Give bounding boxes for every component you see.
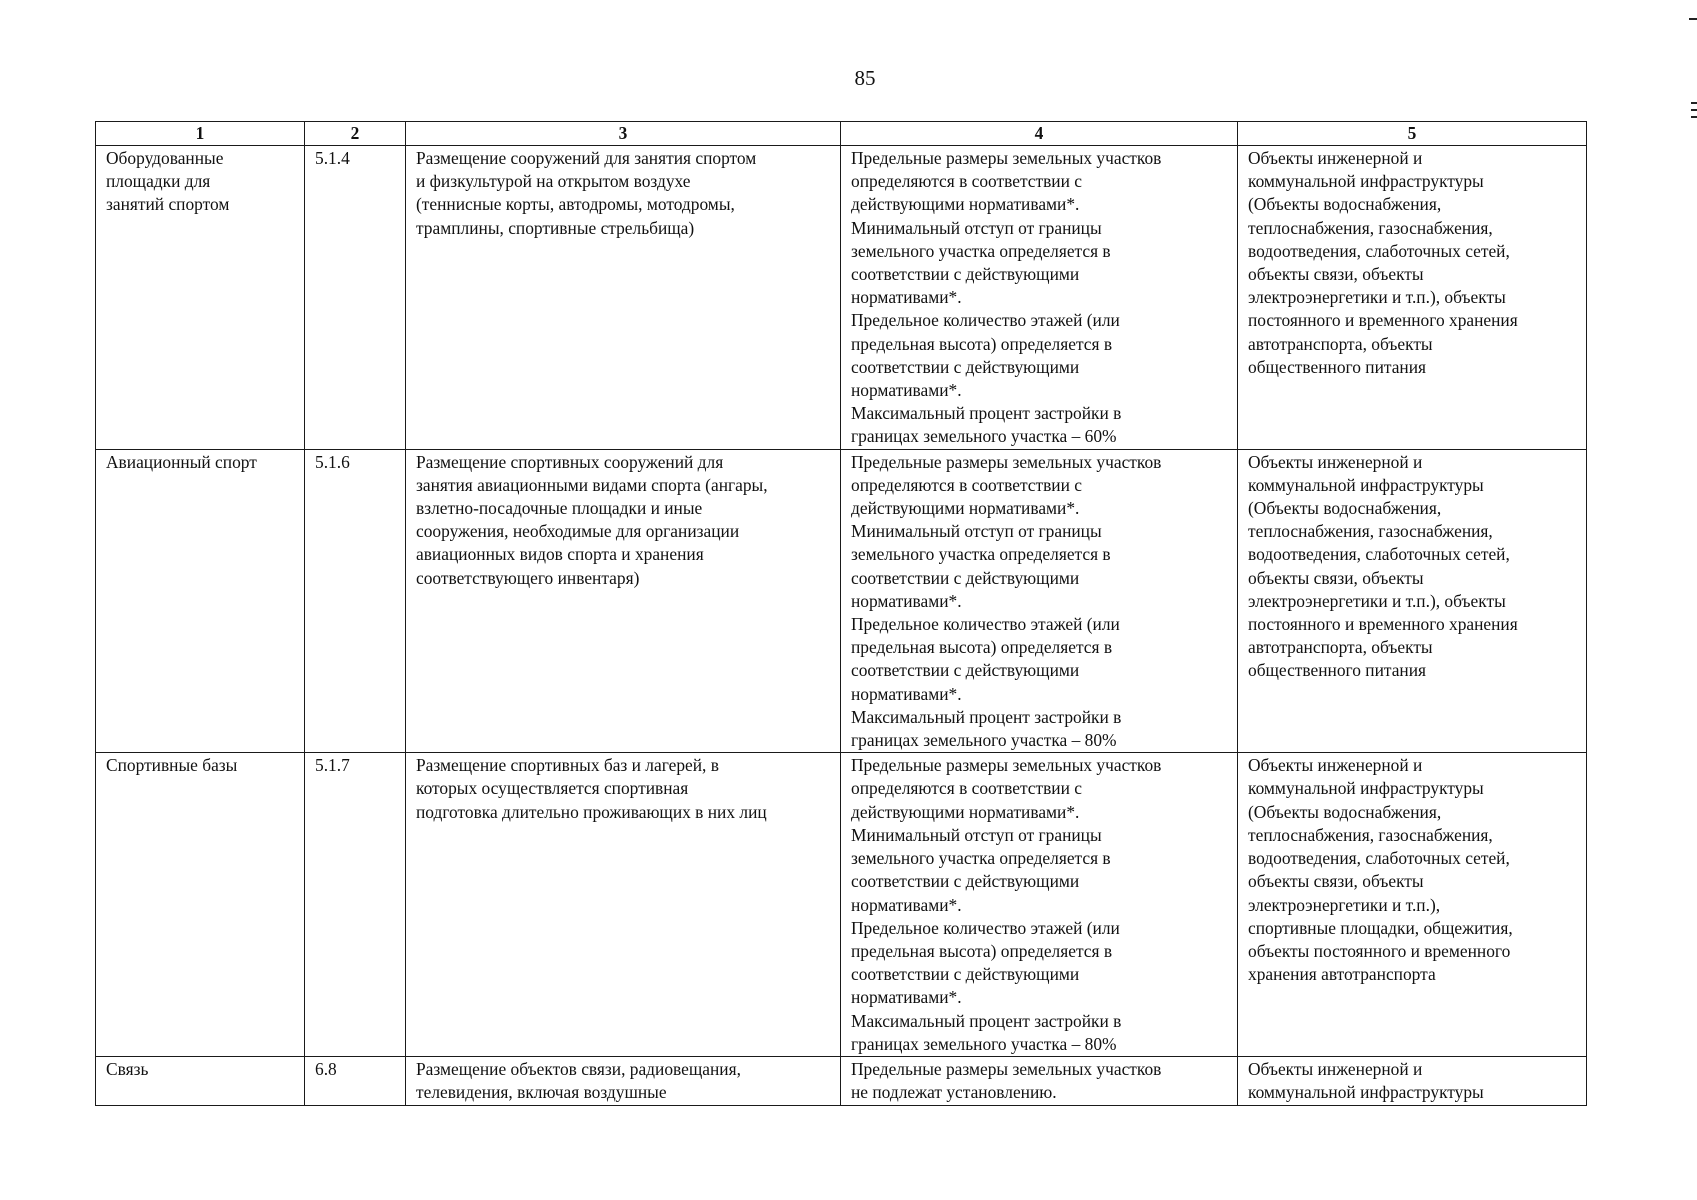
auxiliary-uses <box>1238 449 1587 753</box>
column-header-3: 3 <box>406 122 841 146</box>
cell-text: 5.1.6 <box>315 451 350 472</box>
cell-text: Предельные размеры земельных участков не подлежат установлению. <box>851 1058 1162 1103</box>
column-header-1: 1 <box>96 122 305 146</box>
construction-parameters <box>841 146 1238 450</box>
cell-text: Размещение спортивных баз и лагерей, в которых осуществляется спортивная подготовка длительно проживающих в них лиц <box>416 755 767 822</box>
use-description <box>406 753 841 1057</box>
auxiliary-uses <box>1238 146 1587 450</box>
cell-text: 6.8 <box>315 1058 337 1079</box>
classifier-code <box>305 1056 406 1105</box>
classifier-code <box>305 449 406 753</box>
cell-text: Размещение объектов связи, радиовещания, телевидения, включая воздушные <box>416 1058 741 1103</box>
cell-text: Объекты инженерной и коммунальной инфраструктуры (Объекты водоснабжения, теплоснабжения, газоснабжения, водоотведения, слаботочных сетей, объекты связи, объекты электроэнергетики и т.п.), объекты постоянного и временного хранения автотранспорта, объекты общественного питания <box>1248 451 1518 681</box>
cell-text: Объекты инженерной и коммунальной инфраструктуры (Объекты водоснабжения, теплоснабжения, газоснабжения, водоотведения, слаботочных сетей, объекты связи, объекты электроэнергетики и т.п.), объекты постоянного и временного хранения автотранспорта, объекты общественного питания <box>1248 148 1518 377</box>
use-type-name <box>96 449 305 753</box>
column-header-2: 2 <box>305 122 406 146</box>
cell-text: Объекты инженерной и коммунальной инфраструктуры <box>1248 1058 1484 1103</box>
page-number: 85 <box>854 66 876 90</box>
classifier-code <box>305 146 406 450</box>
table-row <box>96 449 1587 753</box>
construction-parameters <box>841 449 1238 753</box>
table-row <box>96 1056 1587 1105</box>
auxiliary-uses <box>1238 1056 1587 1105</box>
cell-text: 5.1.7 <box>315 755 350 776</box>
cell-text: Размещение спортивных сооружений для занятия авиационными видами спорта (ангары, взлетно-посадочные площадки и иные сооружения, необходимые для организации авиационных видов спорта и хранения соответствующего инвентаря) <box>416 451 768 588</box>
cell-text: Предельные размеры земельных участков определяются в соответствии с действующими нормативами*. Минимальный отступ от границы земельного участка определяется в соответствии с действующими нормативами*. Предельное количество этажей (или предельная высота) определяется в соответствии с действующими нормативами*. Максимальный процент застройки в границах земельного участка – 80% <box>851 451 1162 751</box>
cell-text: Размещение сооружений для занятия спортом и физкультурой на открытом воздухе (теннисные корты, автодромы, мотодромы, трамплины, спортивные стрельбища) <box>416 148 757 238</box>
column-header-5: 5 <box>1238 122 1587 146</box>
table-row <box>96 146 1587 450</box>
construction-parameters <box>841 1056 1238 1105</box>
table-header <box>96 122 1587 146</box>
cell-text: Оборудованные площадки для занятий спортом <box>106 148 230 215</box>
construction-parameters <box>841 753 1238 1057</box>
use-type-name <box>96 146 305 450</box>
table-body <box>96 146 1587 1106</box>
classifier-code <box>305 753 406 1057</box>
cell-text: Авиационный спорт <box>106 451 257 472</box>
cell-text: Предельные размеры земельных участков определяются в соответствии с действующими нормативами*. Минимальный отступ от границы земельного участка определяется в соответствии с действующими нормативами*. Предельное количество этажей (или предельная высота) определяется в соответствии с действующими нормативами*. Максимальный процент застройки в границах земельного участка – 60% <box>851 148 1162 447</box>
auxiliary-uses <box>1238 753 1587 1057</box>
cell-text: Связь <box>106 1058 149 1079</box>
use-description <box>406 449 841 753</box>
use-type-name <box>96 1056 305 1105</box>
header-row <box>96 122 1587 146</box>
use-description <box>406 1056 841 1105</box>
cell-text: 5.1.4 <box>315 148 350 168</box>
land-use-table <box>95 121 1587 1106</box>
cell-text: Объекты инженерной и коммунальной инфраструктуры (Объекты водоснабжения, теплоснабжения, газоснабжения, водоотведения, слаботочных сетей, объекты связи, объекты электроэнергетики и т.п.), спортивные площадки, общежития, объекты постоянного и временного хранения автотранспорта <box>1248 755 1513 985</box>
column-header-4: 4 <box>841 122 1238 146</box>
cell-text: Спортивные базы <box>106 755 238 776</box>
use-description <box>406 146 841 450</box>
use-type-name <box>96 753 305 1057</box>
cell-text: Предельные размеры земельных участков определяются в соответствии с действующими нормативами*. Минимальный отступ от границы земельного участка определяется в соответствии с действующими нормативами*. Предельное количество этажей (или предельная высота) определяется в соответствии с действующими нормативами*. Максимальный процент застройки в границах земельного участка – 80% <box>851 755 1162 1054</box>
table-row <box>96 753 1587 1057</box>
